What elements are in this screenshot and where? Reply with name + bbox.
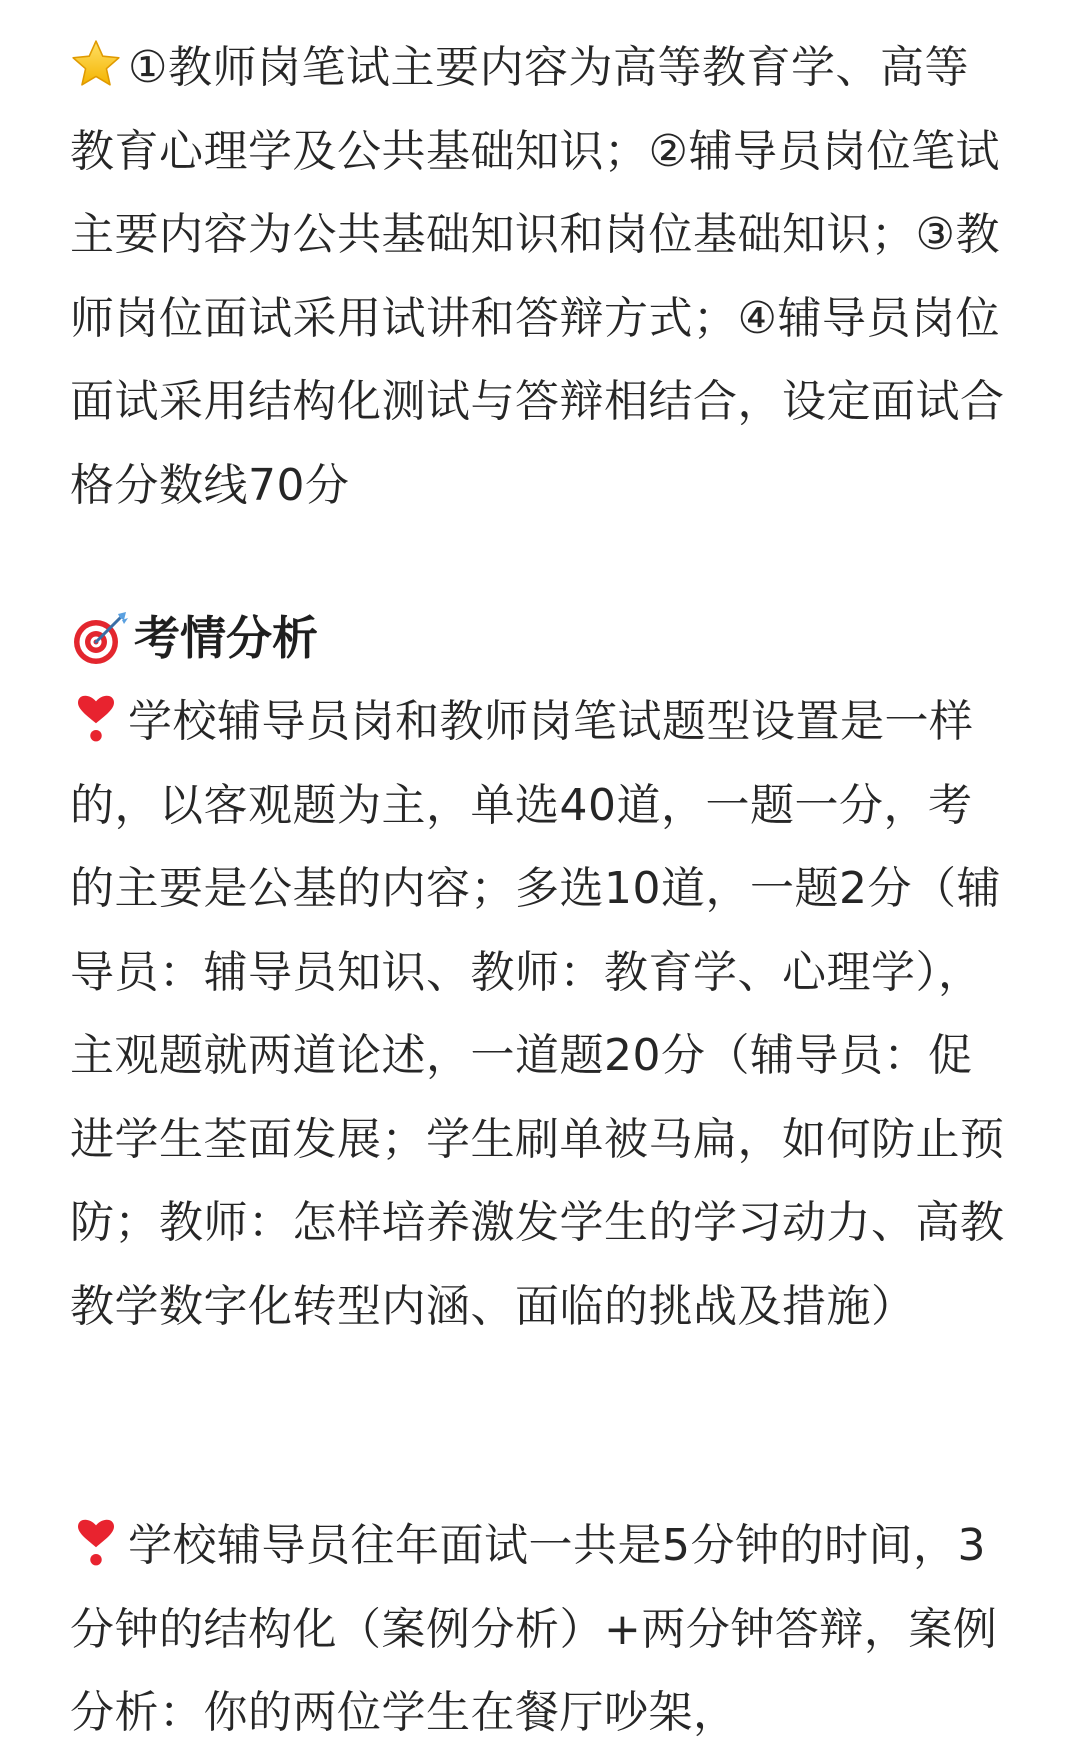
section-heading (70, 598, 318, 678)
interview-text: 学校辅导员往年面试一共是5分钟的时间，3分钟的结构化（案例分析）+两分钟答辩，案例分析：你的两位学生在餐厅吵架， (70, 1520, 998, 1738)
exam-content-paragraph (70, 26, 1010, 527)
exam-content-text: ①教师岗笔试主要内容为高等教育学、高等教育心理学及公共基础知识；②辅导员岗位笔试主要内容为公共基础知识和岗位基础知识；③教师岗位面试采用试讲和答辩方式；④辅导员岗位面试采用结构化测试与答辩相结合，设定面试合格分数线70分 (70, 42, 1005, 511)
exam-analysis-paragraph (70, 680, 1010, 1348)
heart-exclamation-icon (70, 692, 122, 744)
exam-analysis-text: 学校辅导员岗和教师岗笔试题型设置是一样的，以客观题为主，单选40道，一题一分，考的主要是公基的内容；多选10道，一题2分（辅导员：辅导员知识、教师：教育学、心理学），主观题就两道论述，一道题20分（辅导员：促进学生荃面发展；学生刷单被马扁，如何防止预防；教师：怎样培养激发学生的学习动力、高教教学数字化转型内涵、面临的挑战及措施） (70, 696, 1005, 1332)
interview-paragraph (70, 1504, 1010, 1755)
star-icon (70, 38, 122, 90)
target-dart-icon (70, 608, 130, 668)
section-heading-text: 考情分析 (134, 611, 318, 665)
heart-exclamation-icon (70, 1516, 122, 1568)
